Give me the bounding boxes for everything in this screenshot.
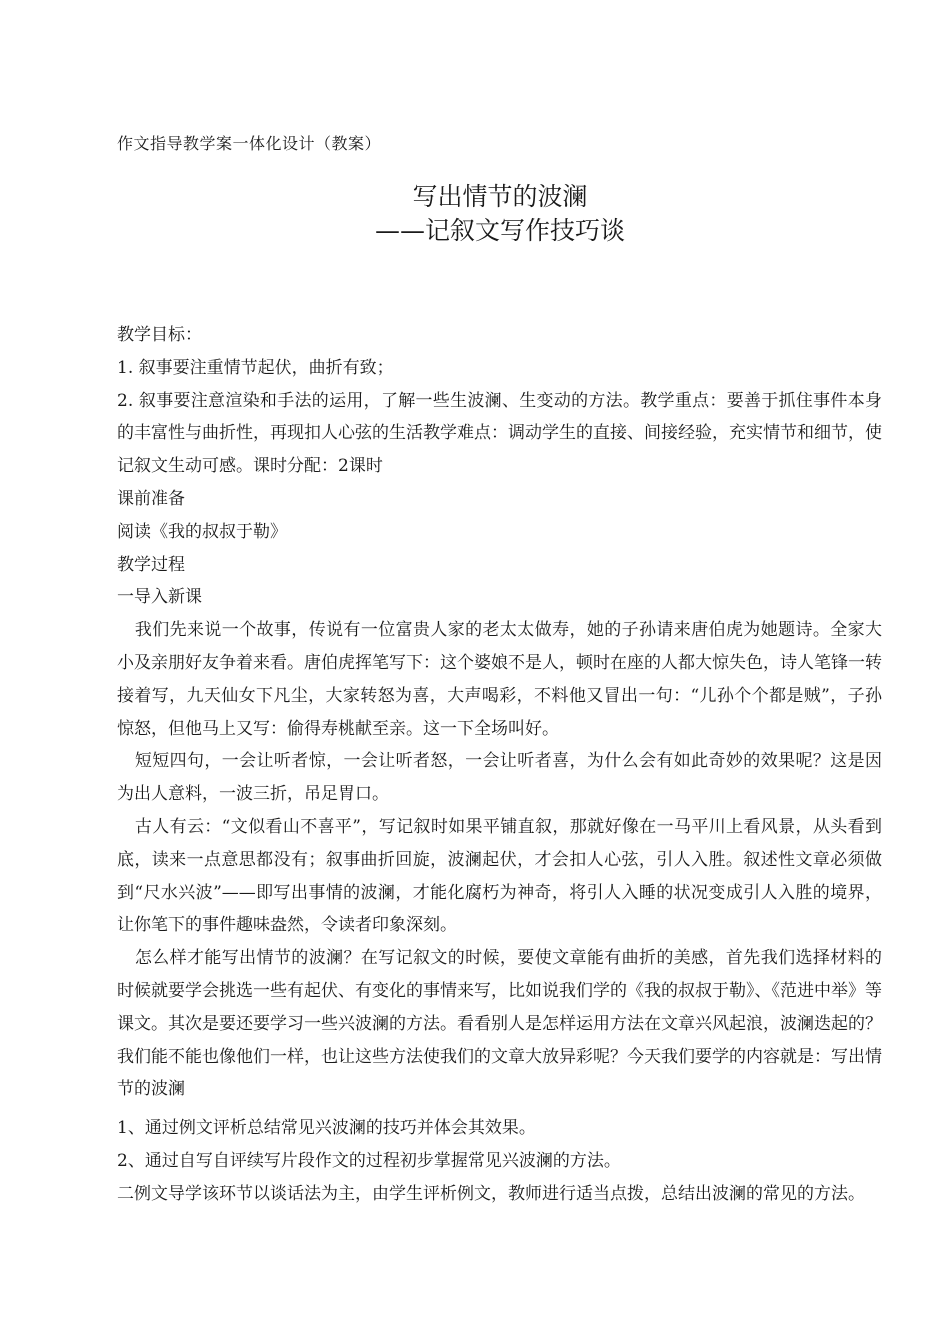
- prep-heading: 课前准备: [117, 488, 185, 509]
- step-heading: 一导入新课: [117, 587, 202, 608]
- process-heading: 教学过程: [117, 554, 185, 575]
- page-subtitle: ——记叙文写作技巧谈: [374, 216, 625, 245]
- document-body: [117, 319, 882, 1211]
- title-block: [0, 180, 950, 248]
- goals-heading: 教学目标：: [117, 325, 202, 345]
- page-title: 写出情节的波澜: [412, 182, 588, 211]
- paragraph: 古人有云：“文似看山不喜平”，写记叙时如果平铺直叙，那就好像在一马平川上看风景，从头看到底，读来一点意思都没有；叙事曲折回旋，波澜起伏，才会扣人心弦，引人入胜。叙述性文章必须做到“尺水兴波”——即写出事情的波澜，才能化腐朽为神奇，将引人入睡的状况变成引人入胜的境界，让你笔下的事件趣味盎然，令读者印象深刻。: [117, 816, 882, 936]
- objective-item: 2、通过自写自评续写片段作文的过程初步掌握常见兴波澜的方法。: [117, 1150, 621, 1171]
- paragraph: 我们先来说一个故事，传说有一位富贵人家的老太太做寿，她的子孙请来唐伯虎为她题诗。全家大小及亲朋好友争着来看。唐伯虎挥笔写下：这个婆娘不是人，顿时在座的人都大惊失色，诗人笔锋一转接着写，九天仙女下凡尘，大家转怒为喜，大声喝彩，不料他又冒出一句：“儿孙个个都是贼”，子孙惊怒，但他马上又写：偷得寿桃献至亲。这一下全场叫好。: [117, 620, 882, 739]
- paragraph: 怎么样才能写出情节的波澜？在写记叙文的时候，要使文章能有曲折的美感，首先我们选择材料的时候就要学会挑选一些有起伏、有变化的事情来写，比如说我们学的《我的叔叔于勒》、《范进中举》等课文。其次是要还要学习一些兴波澜的方法。看看别人是怎样运用方法在文章兴风起浪，波澜迭起的？我们能不能也像他们一样，也让这些方法使我们的文章大放异彩呢？今天我们要学的内容就是：写出情节的波澜: [117, 948, 882, 1100]
- step-paragraph: 二例文导学该环节以谈话法为主，由学生评析例文，教师进行适当点拨，总结出波澜的常见的方法。: [117, 1183, 865, 1204]
- goal-item: 1. 叙事要注重情节起伏，曲折有致；: [117, 357, 394, 378]
- objective-item: 1、通过例文评析总结常见兴波澜的技巧并体会其效果。: [117, 1118, 536, 1139]
- paragraph: 短短四句，一会让听者惊，一会让听者怒，一会让听者喜，为什么会有如此奇妙的效果呢？这是因为出人意料，一波三折，吊足胃口。: [117, 751, 882, 805]
- prep-reading: 阅读《我的叔叔于勒》: [117, 521, 287, 542]
- document-header: 作文指导教学案一体化设计（教案）: [117, 134, 382, 153]
- goal-item: 2. 叙事要注意渲染和手法的运用，了解一些生波澜、生变动的方法。教学重点：要善于抓住事件本身的丰富性与曲折性，再现扣人心弦的生活教学难点：调动学生的直接、间接经验，充实情节和细节，使记叙文生动可感。课时分配：2课时: [117, 390, 882, 477]
